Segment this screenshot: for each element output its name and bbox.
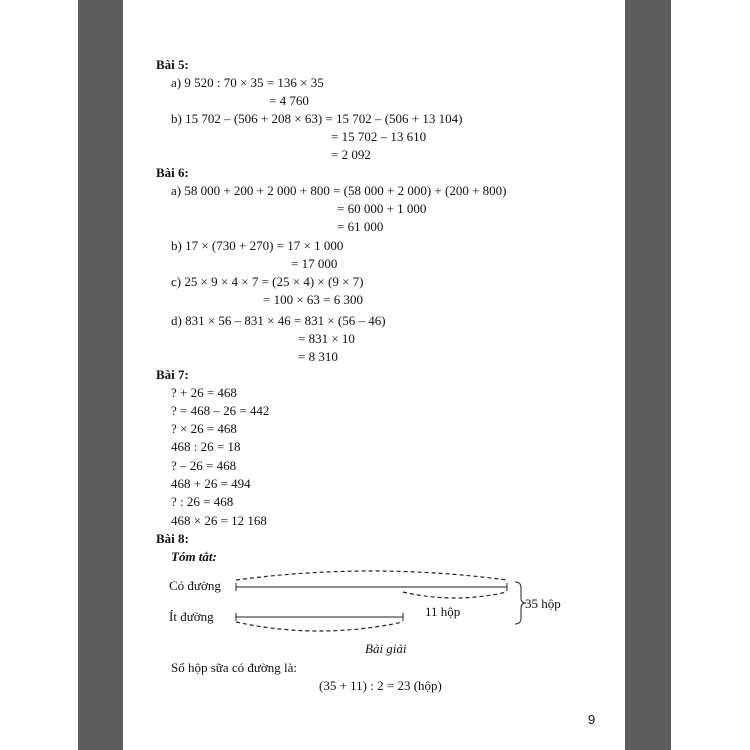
bai8-step1-calc: (35 + 11) : 2 = 23 (hộp) — [319, 678, 442, 693]
bai5-a-line2: = 4 760 — [269, 93, 309, 108]
document-page — [123, 0, 625, 750]
total-brace — [515, 582, 526, 624]
bai7-line: 468 : 26 = 18 — [171, 439, 241, 454]
bai7-line: 468 × 26 = 12 168 — [171, 513, 267, 528]
bai6-b-line1: b) 17 × (730 + 270) = 17 × 1 000 — [171, 238, 344, 253]
bai7-line: ? : 26 = 468 — [171, 494, 234, 509]
bai7-line: ? = 468 – 26 = 442 — [171, 403, 270, 418]
arc-difference — [403, 592, 507, 598]
bai5-b-line2: = 15 702 – 13 610 — [331, 129, 427, 144]
bai7-line: 468 + 26 = 494 — [171, 476, 251, 491]
arc-top — [236, 571, 507, 580]
bai6-a-line2: = 60 000 + 1 000 — [337, 201, 427, 216]
bai5-b-line1: b) 15 702 – (506 + 208 × 63) = 15 702 – (506 + 13 104) — [171, 111, 463, 126]
bai8-total-label: 35 hộp — [525, 596, 561, 611]
page-number: 9 — [588, 712, 596, 727]
bai6-b-line2: = 17 000 — [291, 256, 338, 271]
bai7-line: ? – 26 = 468 — [171, 458, 237, 473]
arc-bottom — [236, 622, 403, 631]
segment-diagram — [123, 0, 625, 750]
bai6-d-line1: d) 831 × 56 – 831 × 46 = 831 × (56 – 46) — [171, 313, 386, 328]
bai6-c-line1: c) 25 × 9 × 4 × 7 = (25 × 4) × (9 × 7) — [171, 274, 364, 289]
bai8-diff-label: 11 hộp — [425, 604, 461, 619]
bai8-step1: Số hộp sữa có đường là: — [171, 660, 298, 675]
bai6-title: Bài 6: — [156, 165, 189, 180]
bai7-line: ? + 26 = 468 — [171, 385, 237, 400]
bai6-d-line2: = 831 × 10 — [298, 331, 355, 346]
bai8-solution-label: Bài giải — [365, 641, 407, 656]
bai6-a-line3: = 61 000 — [337, 219, 384, 234]
bai5-title: Bài 5: — [156, 57, 189, 72]
bai8-row1-label: Có đường — [169, 578, 221, 593]
bai6-c-line2: = 100 × 63 = 6 300 — [263, 292, 363, 307]
bai6-d-line3: = 8 310 — [298, 349, 338, 364]
bai7-title: Bài 7: — [156, 367, 189, 382]
bai8-title: Bài 8: — [156, 531, 189, 546]
bai6-a-line1: a) 58 000 + 200 + 2 000 + 800 = (58 000 + 2 000) + (200 + 800) — [171, 183, 507, 198]
bai5-b-line3: = 2 092 — [331, 147, 371, 162]
bai8-summary-label: Tóm tắt: — [171, 549, 217, 564]
bai7-line: ? × 26 = 468 — [171, 421, 237, 436]
bai5-a-line1: a) 9 520 : 70 × 35 = 136 × 35 — [171, 75, 324, 90]
bai8-row2-label: Ít đường — [169, 609, 214, 624]
